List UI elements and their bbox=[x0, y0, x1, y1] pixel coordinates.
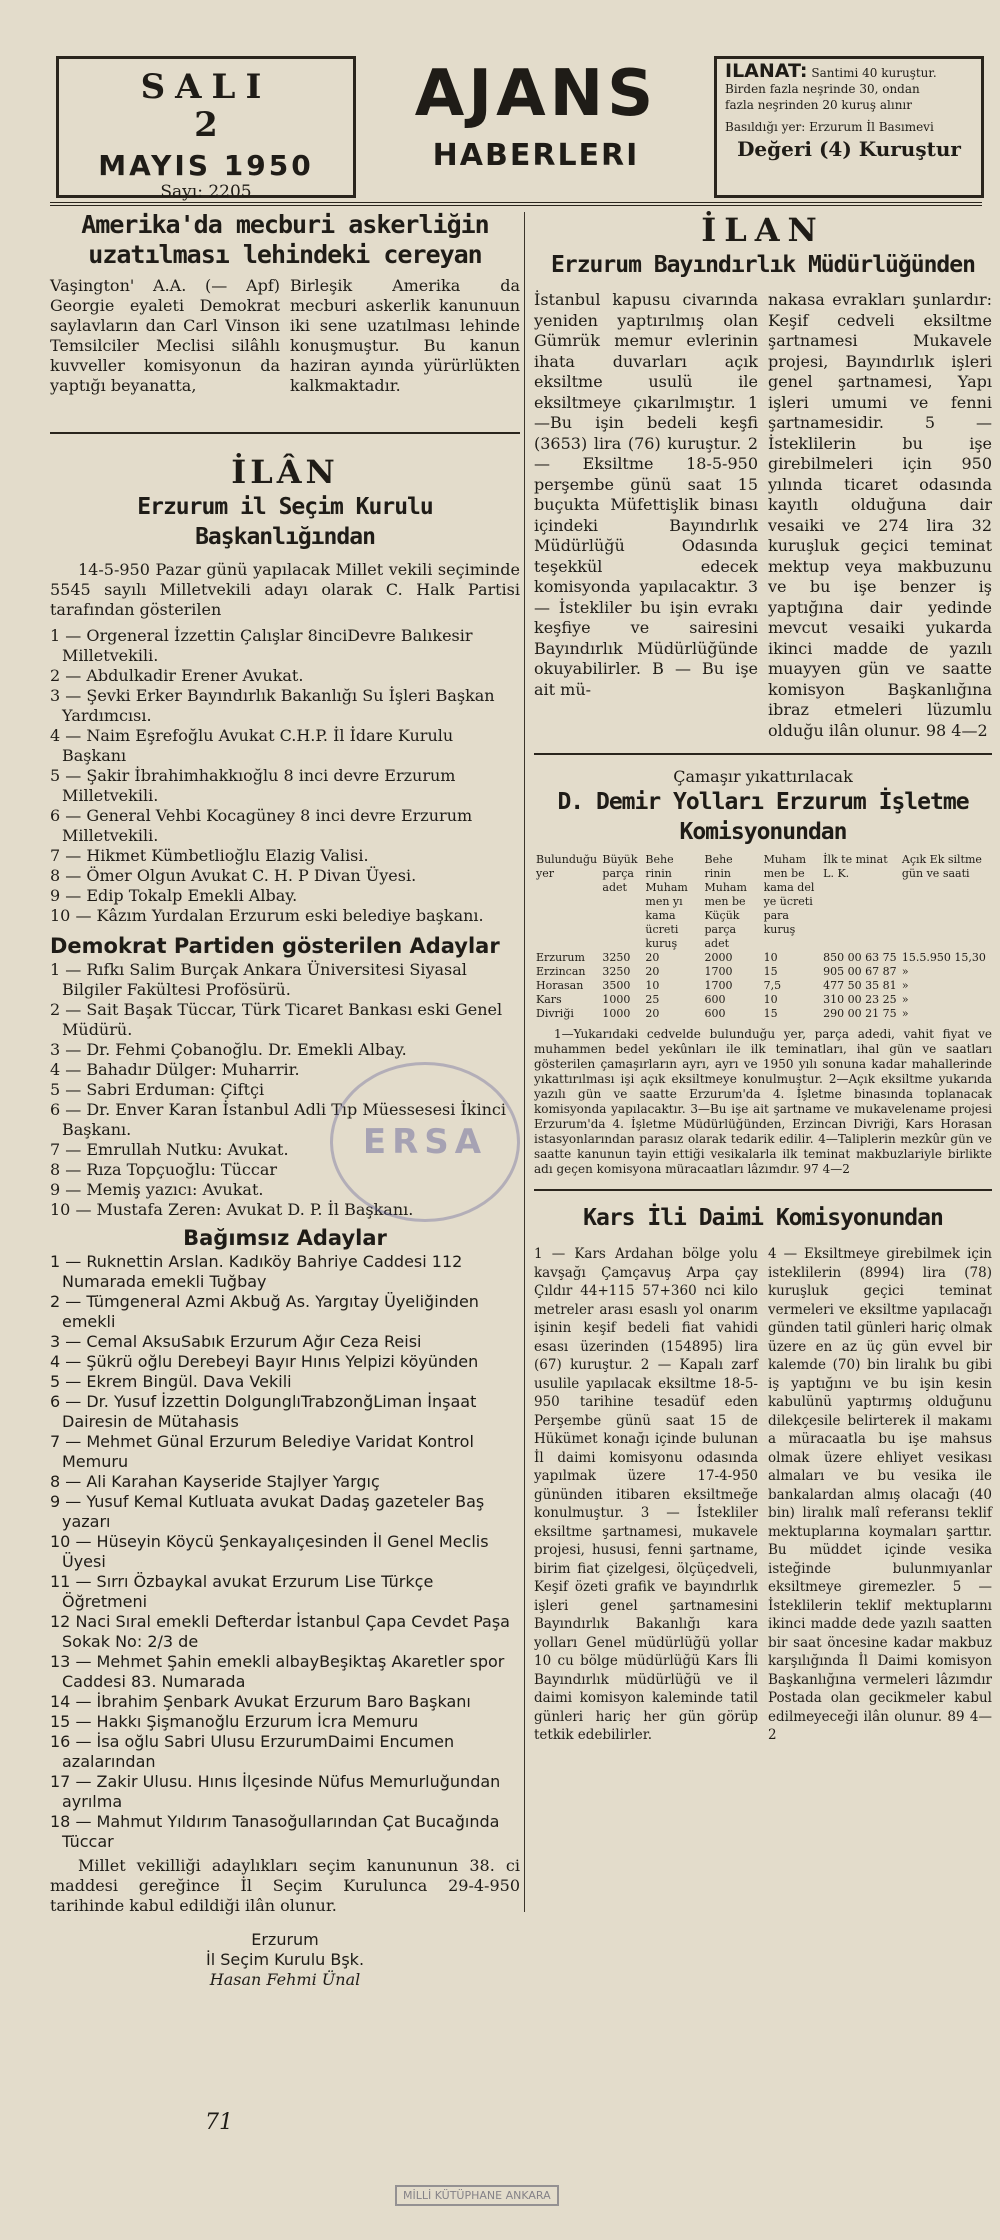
demiryollari-headline: D. Demir Yolları Erzurum İşletme Komisyonundan bbox=[557, 789, 969, 845]
independent-heading: Bağımsız Adaylar bbox=[183, 1226, 387, 1250]
list-item: 3 — Cemal AksuSabık Erzurum Ağır Ceza Reisi bbox=[50, 1332, 422, 1351]
list-item: 6 — Dr. Enver Karan İstanbul Adli Tıp Müessesesi İkinci Başkanı. bbox=[50, 1100, 506, 1139]
cell: 10 bbox=[763, 951, 778, 964]
list-item: 13 — Mehmet Şahin emekli albayBeşiktaş Akaretler spor Caddesi 83. Numarada bbox=[50, 1652, 505, 1691]
price: Değeri (4) Kuruştur bbox=[737, 137, 961, 161]
col-header: Muham men be kama del ye ücreti para kuruş bbox=[763, 853, 815, 936]
list-item: 9 — Yusuf Kemal Kutluata avukat Dadaş gazeteler Baş yazarı bbox=[50, 1492, 485, 1531]
cell: » bbox=[901, 979, 909, 992]
laundry-table bbox=[534, 853, 992, 1021]
cell: 477 50 35 81 bbox=[823, 979, 897, 992]
cell: 10 bbox=[763, 993, 778, 1006]
list-item: 6 — General Vehbi Kocagüney 8 inci devre Erzurum Milletvekili. bbox=[50, 806, 473, 845]
cell: » bbox=[901, 1007, 909, 1020]
dp-candidates bbox=[50, 960, 520, 1220]
col-header: Büyük parça adet bbox=[602, 853, 638, 894]
list-item: 5 — Sabri Erduman: Çiftçi bbox=[50, 1080, 265, 1099]
cell: 15.5.950 15,30 bbox=[901, 951, 986, 964]
kars-col2: 4 — Eksiltmeye girebilmek için isteklilerin (8994) lira (78) kuruşluk geçici teminat vermeleri ve eksiltme yapılacağı günden tatil günleri hariç olmak üzere en az üç gün evvel bir kalemde (70) bin liralık bu gibi iş yaptığını ve bu işin kesin kabulünü yaptırmış olduğunu dilekçesile belirterek il makamı a müracaatla bu işe mahsus olmak üzere ehliyet vesikası almaları ve bu vesika ile bankalardan almış olacağı (40 bin) liralık malî referansı teklif mektuplarına koymaları şarttır. Bu müddet içinde vesika isteğinde bulunmıyanlar eksiltmeye giremezler. 5 — İsteklilerin teklif mektuplarını ikinci madde dede yazılı saatten bir saat öncesine kadar makbuz karşılığında İl Daimi komisyon Başkanlığına vermeleri lâzımdır Postada olan gecikmeler kabul edilmeyeceği ilân olunur. 89 4—2 bbox=[768, 1246, 992, 1743]
election-intro: 14-5-950 Pazar günü yapılacak Millet vekili seçiminde 5545 sayılı Milletvekili adayı olarak C. Halk Partisi tarafından gösterilen bbox=[50, 560, 520, 619]
column-divider bbox=[524, 212, 525, 1912]
masthead bbox=[50, 52, 982, 204]
cell: 3250 bbox=[602, 965, 631, 978]
election-closing: Millet vekilliği adaylıkları seçim kanununun 38. ci maddesi gereğince İl Seçim Kurulunca 29-4-950 tarihinde kabul edildiği ilân olunur. bbox=[50, 1856, 520, 1915]
separator bbox=[50, 432, 520, 434]
demiryollari-text: 1—Yukarıdaki cedvelde bulunduğu yer, parça adedi, vahit fiyat ve muhammen bedel yekûnları ile ilk teminatları, ihal gün ve saatları gösterilen çamaşırların ayrı, ayrı ve 1950 yılı sonuna kadar mahallerinde yıkattırılması işi açık eksiltmeye konulmuştur. 2—Açık eksiltme yukarıda yazılı gün ve saatte Erzurum'da 4. İşletme binasında toplanacak komisyonda yapılacaktır. 3—Bu işe ait şartname ve mukavelename projesi Erzurum'da 4. İşletme Müdürlüğünden, Erzincan Divriği, Kars Horasan istasyonlarından parasız olarak tedarik edilir. 4—Taliplerin mezkûr gün ve saatte kanunun tayin ettiği vesikalarla ilk teminat makbuzlariyle birlikte adı geçen komisyona müracaatları lâzımdır. 97 4—2 bbox=[534, 1027, 992, 1176]
list-item: 10 — Kâzım Yurdalan Erzurum eski belediye başkanı. bbox=[50, 906, 484, 925]
cell: 10 bbox=[645, 979, 660, 992]
date-number: 2 bbox=[194, 105, 218, 145]
cell: 7,5 bbox=[763, 979, 782, 992]
table-row bbox=[534, 979, 992, 993]
right-column bbox=[534, 210, 992, 1745]
library-stamp: MİLLİ KÜTÜPHANE ANKARA bbox=[395, 2185, 559, 2206]
list-item: 3 — Şevki Erker Bayındırlık Bakanlığı Su İşleri Başkan Yardımcısı. bbox=[50, 686, 495, 725]
election-caption: İLÂN bbox=[231, 453, 339, 491]
cell: 15 bbox=[763, 965, 778, 978]
cell: Divriği bbox=[536, 1007, 574, 1020]
list-item: 2 — Sait Başak Tüccar, Türk Ticaret Bankası eski Genel Müdürü. bbox=[50, 1000, 503, 1039]
cell: » bbox=[901, 993, 909, 1006]
cell: 20 bbox=[645, 1007, 660, 1020]
list-item: 5 — Ekrem Bingül. Dava Vekili bbox=[50, 1372, 292, 1391]
separator bbox=[534, 1189, 992, 1191]
col-header: Bulunduğu yer bbox=[536, 853, 598, 880]
cell: Kars bbox=[536, 993, 562, 1006]
col-header: Behe rinin Muham men yı kama ücreti kuruş bbox=[645, 853, 688, 950]
list-item: 3 — Dr. Fehmi Çobanoğlu. Dr. Emekli Albay. bbox=[50, 1040, 407, 1059]
newspaper-title bbox=[376, 52, 696, 176]
cell: 15 bbox=[763, 1007, 778, 1020]
list-item: 6 — Dr. Yusuf İzzettin DolgunglıTrabzonğLiman İnşaat Dairesin de Mütahasis bbox=[50, 1392, 477, 1431]
bayindirlik-col2: nakasa evrakları şunlardır: Keşif cedveli eksiltme şartnamesi Mukavele projesi, Bayındırlık işleri genel şartnamesi, Yapı işleri umumi ve fenni şartnamesidir. 5 — İsteklilerin bu işe girebilmeleri için 950 yılında ticaret odasında kayıtlı olduğuna dair vesaiki ve 274 lira 32 kuruşluk geçici teminat mektup veya makbuzunu ve bu işe benzer iş yaptığına dair yedinde mevcut vesaiki yukarda ikinci madde de yazılı muayyen gün ve saatte komisyon Başkanlığına ibraz etmeleri lüzumlu olduğu ilân olunur. 98 4—2 bbox=[768, 290, 992, 740]
list-item: 15 — Hakkı Şişmanoğlu Erzurum İcra Memuru bbox=[50, 1712, 419, 1731]
independent-candidates bbox=[50, 1252, 520, 1852]
article-col2: Birleşik Amerika da mecburi askerlik kanunuun iki sene uzatılması lehinde konuşmuştur. Bu kanun haziran ayında yürürlükten kalkmaktadır. bbox=[290, 276, 520, 395]
title-main: AJANS bbox=[414, 57, 658, 131]
cell: 3250 bbox=[602, 951, 631, 964]
article-col1: Vaşington' A.A. (— Apf) Georgie eyaleti Demokrat saylavların dan Carl Vinson Temsilciler Meclisi silâhlı kuvveller komisyonun da yaptığı beyanatta, bbox=[50, 276, 280, 395]
list-item: 4 — Bahadır Dülger: Muharrir. bbox=[50, 1060, 300, 1079]
cell: 1000 bbox=[602, 1007, 631, 1020]
kars-col1: 1 — Kars Ardahan bölge yolu kavşağı Çamçavuş Arpa çay Çıldır 44+115 57+360 nci kilo metreler arası esaslı yol onarım işinin keşif bedeli fiat vahidi esası üzerinden (154895) lira (67) kuruştur. 2 — Kapalı zarf usulile yapılacak eksiltme 18-5-950 tarihine tesadüf eden Perşembe günü saat 15 de Hükümet konağı içinde bulunan İl daimi komisyonu odasında yapılmak üzere 17-4-950 gününden itibaren eksiltmeğe konulmuştur. 3 — İstekliler eksiltme şartnamesi, mukavele projesi, hususi, fenni şartname, birim fiat çizelgesi, ölçüçedveli, Keşif özeti grafik ve bayındırlık işleri genel şartnamesini Bayındırlık Bakanlığı kara yolları Genel müdürlüğü yollar 10 cu bölge müdürlüğü Kars İli Bayındırlık müdürlüğü ve il daimi komisyon kaleminde tatil günleri hariç her gün görüp tetkik edebilirler. bbox=[534, 1246, 758, 1743]
cell: 20 bbox=[645, 965, 660, 978]
printed-at: Basıldığı yer: Erzurum İl Basımevi bbox=[725, 120, 934, 134]
watermark-stamp: ERSA bbox=[330, 1062, 520, 1222]
ilanat-line3: fazla neşrinden 20 kuruş alınır bbox=[725, 98, 912, 112]
list-item: 12 Naci Sıral emekli Defterdar İstanbul Çapa Cevdet Paşa Sokak No: 2/3 de bbox=[50, 1612, 510, 1651]
table-row bbox=[534, 1007, 992, 1021]
list-item: 9 — Edip Tokalp Emekli Albay. bbox=[50, 886, 298, 905]
col-header: Behe rinin Muham men be Küçük parça adet bbox=[704, 853, 747, 950]
cell: 600 bbox=[704, 993, 726, 1006]
cell: Erzincan bbox=[536, 965, 586, 978]
bayindirlik-col1: İstanbul kapusu civarında yeniden yaptırılmış olan Gümrük memur evlerinin ihata duvarları açık eksiltme usulü ile eksiltmeye çıkarılmıştır. 1—Bu işin bedeli keşfi (3653) lira (76) kuruştur. 2 — Eksiltme 18-5-950 perşembe günü saat 15 buçukta Müfettişlik binası içindeki Bayındırlık Müdürlüğü Odasında teşekkül edecek komisyonda yapılacaktır. 3 — İstekliler bu işin evrakı keşfiye ve sairesini Bayındırlık Müdürlüğünde okuyabilirler. B — Bu işe ait mü- bbox=[534, 290, 758, 699]
ilanat-line2: Birden fazla neşrinde 30, ondan bbox=[725, 82, 920, 96]
title-sub: HABERLERI bbox=[432, 138, 640, 173]
cell: 290 00 21 75 bbox=[823, 1007, 897, 1020]
list-item: 7 — Hikmet Kümbetlioğlu Elazig Valisi. bbox=[50, 846, 369, 865]
election-headline: Erzurum il Seçim Kurulu Başkanlığından bbox=[137, 494, 433, 550]
list-item: 2 — Tümgeneral Azmi Akbuğ As. Yargıtay Üyeliğinden emekli bbox=[50, 1292, 479, 1331]
list-item: 14 — İbrahim Şenbark Avukat Erzurum Baro Başkanı bbox=[50, 1692, 471, 1711]
list-item: 8 — Rıza Topçuoğlu: Tüccar bbox=[50, 1160, 277, 1179]
cell: 1000 bbox=[602, 993, 631, 1006]
cell: 905 00 67 87 bbox=[823, 965, 897, 978]
kars-body bbox=[534, 1245, 992, 1745]
kars-headline: Kars İli Daimi Komisyonundan bbox=[583, 1205, 943, 1231]
article-body bbox=[50, 276, 520, 396]
cell: 1700 bbox=[704, 965, 733, 978]
cell: 25 bbox=[645, 993, 660, 1006]
cell: 2000 bbox=[704, 951, 733, 964]
list-item: 7 — Emrullah Nutku: Avukat. bbox=[50, 1140, 289, 1159]
sig-city: Erzurum bbox=[251, 1930, 319, 1949]
table-row bbox=[534, 951, 992, 965]
list-item: 17 — Zakir Ulusu. Hınıs İlçesinde Nüfus Memurluğundan ayrılma bbox=[50, 1772, 501, 1811]
list-item: 16 — İsa oğlu Sabri Ulusu ErzurumDaimi Encumen azalarından bbox=[50, 1732, 455, 1771]
sig-office: İl Seçim Kurulu Bşk. bbox=[205, 1950, 365, 1969]
list-item: 4 — Şükrü oğlu Derebeyi Bayır Hınıs Yelpizi köyünden bbox=[50, 1352, 479, 1371]
list-item: 5 — Şakir İbrahimhakkıoğlu 8 inci devre Erzurum Milletvekili. bbox=[50, 766, 456, 805]
list-item: 1 — Orgeneral İzzettin Çalışlar 8inciDevre Balıkesir Milletvekili. bbox=[50, 626, 473, 665]
list-item: 8 — Ali Karahan Kayseride Stajlyer Yargıç bbox=[50, 1472, 380, 1491]
cell: 310 00 23 25 bbox=[823, 993, 897, 1006]
list-item: 11 — Sırrı Özbaykal avukat Erzurum Lise Türkçe Öğretmeni bbox=[50, 1572, 434, 1611]
table-row bbox=[534, 965, 992, 979]
ilanat-rate: Santimi 40 kuruştur. bbox=[811, 66, 937, 80]
left-column bbox=[50, 210, 520, 1990]
demiryollari-pre: Çamaşır yıkattırılacak bbox=[673, 767, 853, 786]
col-header: İlk te minat L. K. bbox=[823, 853, 888, 880]
ilanat-heading: ILANAT: bbox=[725, 60, 808, 82]
dp-heading: Demokrat Partiden gösterilen Adaylar bbox=[50, 934, 500, 958]
list-item: 10 — Mustafa Zeren: Avukat D. P. İl Başkanı. bbox=[50, 1200, 414, 1219]
sig-name: Hasan Fehmi Ünal bbox=[209, 1970, 361, 1989]
bayindirlik-headline: Erzurum Bayındırlık Müdürlüğünden bbox=[551, 252, 975, 278]
list-item: 18 — Mahmut Yıldırım Tanasoğullarından Çat Bucağında Tüccar bbox=[50, 1812, 500, 1851]
list-item: 4 — Naim Eşrefoğlu Avukat C.H.P. İl İdare Kurulu Başkanı bbox=[50, 726, 454, 765]
ad-rates-box bbox=[714, 56, 984, 198]
cell: » bbox=[901, 965, 909, 978]
day-label: SALI bbox=[140, 67, 272, 107]
month-year: MAYIS 1950 bbox=[98, 149, 314, 182]
list-item: 9 — Memiş yazıcı: Avukat. bbox=[50, 1180, 264, 1199]
masthead-rule bbox=[50, 202, 982, 206]
list-item: 2 — Abdulkadir Erener Avukat. bbox=[50, 666, 304, 685]
list-item: 10 — Hüseyin Köycü Şenkayalıçesinden İl Genel Meclis Üyesi bbox=[50, 1532, 489, 1571]
list-item: 8 — Ömer Olgun Avukat C. H. P Divan Üyesi. bbox=[50, 866, 417, 885]
separator bbox=[534, 753, 992, 755]
bayindirlik-caption: İLAN bbox=[701, 211, 825, 249]
chp-candidates bbox=[50, 626, 520, 926]
cell: 20 bbox=[645, 951, 660, 964]
date-box bbox=[56, 56, 356, 202]
cell: 850 00 63 75 bbox=[823, 951, 897, 964]
cell: Horasan bbox=[536, 979, 584, 992]
cell: 600 bbox=[704, 1007, 726, 1020]
list-item: 1 — Ruknettin Arslan. Kadıköy Bahriye Caddesi 112 Numarada emekli Tuğbay bbox=[50, 1252, 463, 1291]
bayindirlik-body bbox=[534, 290, 992, 741]
list-item: 7 — Mehmet Günal Erzurum Belediye Varidat Kontrol Memuru bbox=[50, 1432, 474, 1471]
col-header: Açık Ek siltme gün ve saati bbox=[901, 853, 982, 880]
cell: 3500 bbox=[602, 979, 631, 992]
cell: 1700 bbox=[704, 979, 733, 992]
handwritten-mark: 71 bbox=[205, 2110, 233, 2135]
table-header-row bbox=[534, 853, 992, 951]
cell: Erzurum bbox=[536, 951, 585, 964]
issue-number: Sayı: 2205 bbox=[160, 182, 252, 202]
table-row bbox=[534, 993, 992, 1007]
article-headline: Amerika'da mecburi askerliğin uzatılması lehindeki cereyan bbox=[81, 210, 489, 269]
list-item: 1 — Rıfkı Salim Burçak Ankara Üniversitesi Siyasal Bilgiler Fakültesi Profösürü. bbox=[50, 960, 467, 999]
signature-block bbox=[50, 1930, 520, 1990]
